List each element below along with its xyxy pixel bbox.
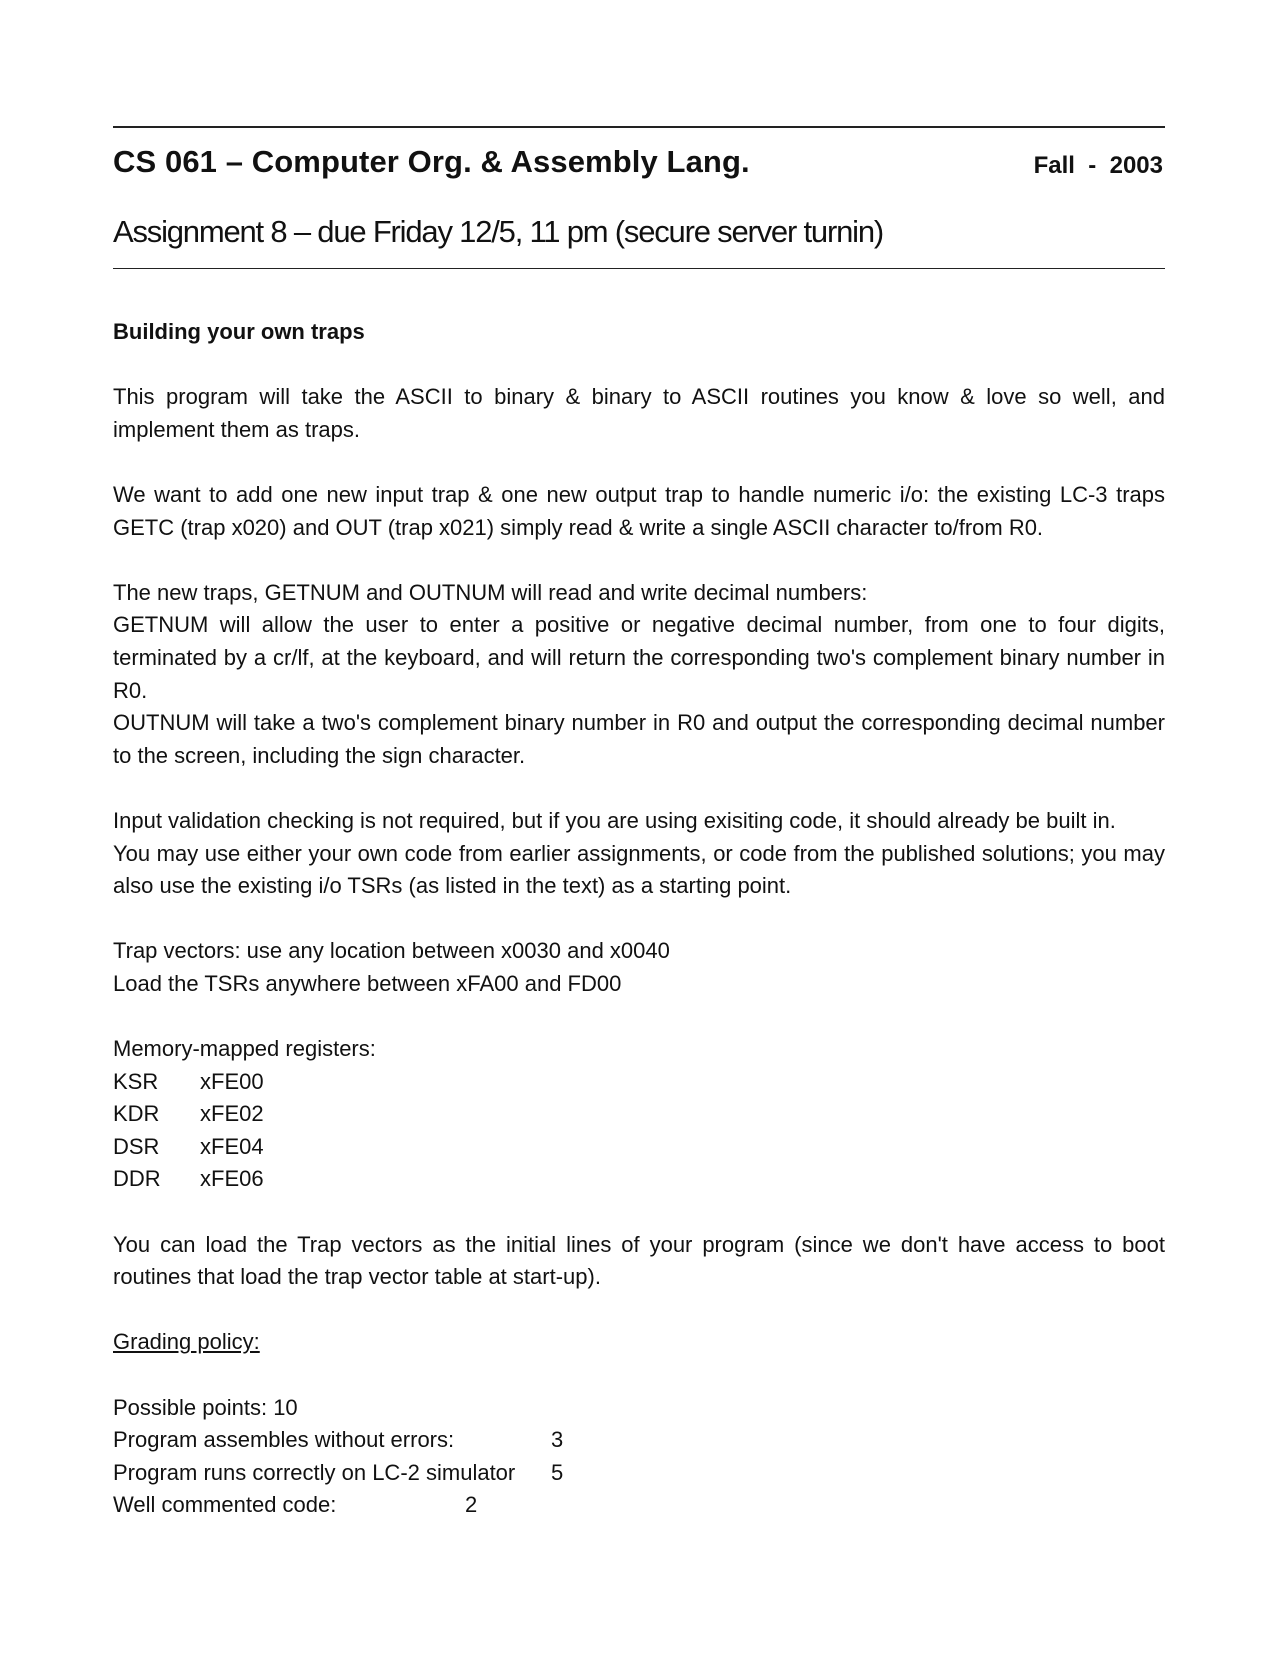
register-address: xFE04 [200, 1133, 264, 1159]
getnum-paragraph: GETNUM will allow the user to enter a positive or negative decimal number, from one to four digits, terminated by a cr/lf, at the keyboard, and will return the corresponding two's complement binary number in R0. [113, 612, 1165, 703]
intro-paragraph: This program will take the ASCII to binary & binary to ASCII routines you know & love so well, and implement them as traps. [113, 384, 1165, 442]
grading-row [113, 1424, 1165, 1457]
grading-row [113, 1457, 1165, 1490]
register-row [113, 1163, 1165, 1196]
register-address: xFE00 [200, 1068, 264, 1094]
load-tsrs-line: Load the TSRs anywhere between xFA00 and FD00 [113, 970, 622, 996]
register-address: xFE02 [200, 1101, 264, 1127]
grading-points: 2 [465, 1492, 478, 1518]
grading-criterion: Program runs correctly on LC-2 simulator [113, 1459, 516, 1485]
section-heading: Building your own traps [113, 319, 365, 344]
grading-points: 5 [551, 1459, 564, 1485]
register-row [113, 1066, 1165, 1099]
memory-mapped-heading: Memory-mapped registers: [113, 1036, 376, 1062]
register-name: KSR [113, 1068, 159, 1094]
header-bottom-rule [113, 268, 1165, 269]
grading-criterion: Well commented code: [113, 1492, 337, 1518]
register-name: DSR [113, 1133, 160, 1159]
register-name: DDR [113, 1166, 161, 1192]
grading-row [113, 1489, 1165, 1522]
term-label: Fall - 2003 [1033, 152, 1163, 179]
possible-points: Possible points: 10 [113, 1394, 298, 1420]
trap-vectors-line: Trap vectors: use any location between x0030 and x0040 [113, 938, 670, 964]
header-top-rule [113, 126, 1165, 128]
grading-criterion: Program assembles without errors: [113, 1427, 455, 1453]
register-name: KDR [113, 1101, 160, 1127]
grading-heading: Grading policy: [113, 1329, 260, 1355]
new-traps-paragraph: The new traps, GETNUM and OUTNUM will read and write decimal numbers: [113, 579, 868, 605]
register-row [113, 1098, 1165, 1131]
load-vectors-paragraph: You can load the Trap vectors as the initial lines of your program (since we don't have access to boot routines that load the trap vector table at start-up). [113, 1231, 1165, 1290]
validation-paragraph: Input validation checking is not required, but if you are using exisiting code, it should already be built in. [113, 807, 1116, 833]
requirement-paragraph: We want to add one new input trap & one new output trap to handle numeric i/o: the existing LC-3 traps GETC (trap x020) and OUT (trap x021) simply read & write a single ASCII character to/from R0. [113, 481, 1165, 540]
grading-points: 3 [551, 1427, 564, 1453]
register-row [113, 1131, 1165, 1164]
assignment-body [113, 316, 1165, 1522]
outnum-paragraph: OUTNUM will take a two's complement binary number in R0 and output the corresponding decimal number to the screen, including the sign character. [113, 710, 1165, 768]
reuse-paragraph: You may use either your own code from earlier assignments, or code from the published solutions; you may also use the existing i/o TSRs (as listed in the text) as a starting point. [113, 840, 1165, 899]
assignment-title: Assignment 8 – due Friday 12/5, 11 pm (secure server turnin) [113, 214, 883, 249]
course-title: CS 061 – Computer Org. & Assembly Lang. [113, 144, 750, 179]
register-address: xFE06 [200, 1166, 264, 1192]
